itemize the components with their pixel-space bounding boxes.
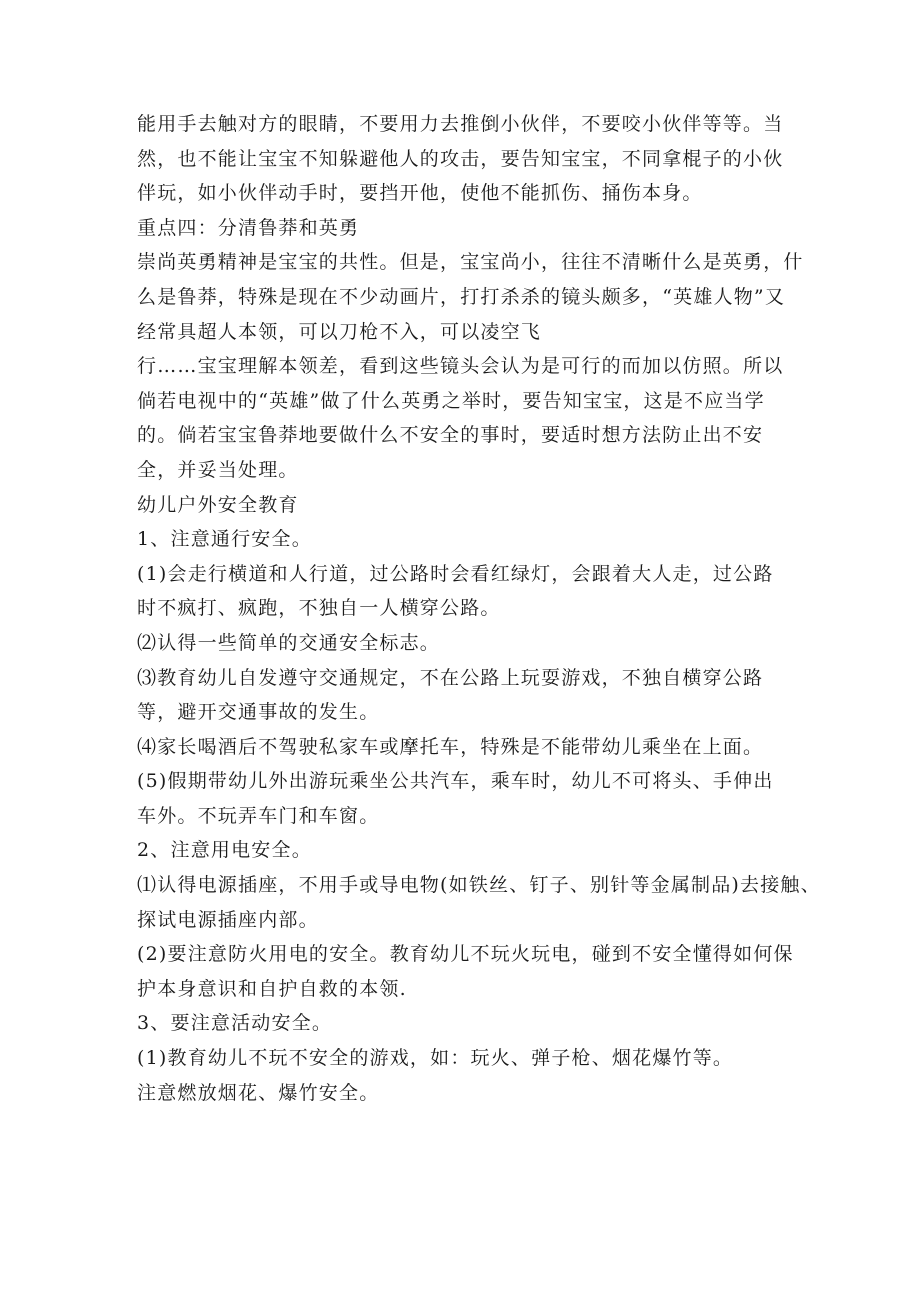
text-line: 么是鲁莽，特殊是现在不少动画片，打打杀杀的镜头颇多，“英雄人物”又 bbox=[137, 285, 786, 308]
list-item: (1)教育幼儿不玩不安全的游戏，如：玩火、弹子枪、烟花爆竹等。 bbox=[137, 1047, 734, 1070]
text-line: 行……宝宝理解本领差，看到这些镜头会认为是可行的而加以仿照。所以 bbox=[137, 355, 784, 378]
list-item: ⑵认得一些简单的交通安全标志。 bbox=[137, 631, 441, 654]
text-line: 经常具超人本领，可以刀枪不入，可以凌空飞 bbox=[137, 320, 542, 343]
list-item: (1)会走行横道和人行道，过公路时会看红绿灯，会跟着大人走，过公路 bbox=[137, 562, 774, 585]
subsection-heading: 3、要注意活动安全。 bbox=[137, 1012, 333, 1035]
text-line: 倘若电视中的“英雄”做了什么英勇之举时，要告知宝宝，这是不应当学 bbox=[137, 389, 765, 412]
text-line: 时不疯打、疯跑，不独自一人横穿公路。 bbox=[137, 597, 501, 620]
text-line: 然，也不能让宝宝不知躲避他人的攻击，要告知宝宝，不同拿棍子的小伙 bbox=[137, 147, 784, 170]
subsection-heading: 2、注意用电安全。 bbox=[137, 839, 312, 862]
subsection-heading: 1、注意通行安全。 bbox=[137, 528, 312, 551]
section-heading: 重点四：分清鲁莽和英勇 bbox=[137, 216, 360, 239]
text-line: 注意燃放烟花、爆竹安全。 bbox=[137, 1081, 380, 1104]
text-line: 车外。不玩弄车门和车窗。 bbox=[137, 804, 380, 827]
list-item: (5)假期带幼儿外出游玩乘坐公共汽车，乘车时，幼儿不可将头、手伸出 bbox=[137, 770, 774, 793]
text-line: 伴玩，如小伙伴动手时，要挡开他，使他不能抓伤、捅伤本身。 bbox=[137, 182, 703, 205]
text-line: 等，避开交通事故的发生。 bbox=[137, 701, 380, 724]
text-line: 能用手去触对方的眼睛，不要用力去推倒小伙伴，不要咬小伙伴等等。当 bbox=[137, 113, 784, 135]
document-body bbox=[137, 107, 821, 1110]
list-item: ⑷家长喝酒后不驾驶私家车或摩托车，特殊是不能带幼儿乘坐在上面。 bbox=[137, 735, 764, 758]
text-line: 崇尚英勇精神是宝宝的共性。但是，宝宝尚小，往往不清晰什么是英勇，什 bbox=[137, 251, 804, 274]
list-item: (2)要注意防火用电的安全。教育幼儿不玩火玩电，碰到不安全懂得如何保 bbox=[137, 943, 794, 966]
section-heading: 幼儿户外安全教育 bbox=[137, 493, 299, 516]
text-line: 探试电源插座内部。 bbox=[137, 908, 319, 931]
text-line: 护本身意识和自护自救的本领. bbox=[137, 977, 407, 1000]
list-item: ⑶教育幼儿自发遵守交通规定，不在公路上玩耍游戏，不独自横穿公路 bbox=[137, 666, 764, 689]
list-item: ⑴认得电源插座，不用手或导电物(如铁丝、钉子、别针等金属制品)去接触、 bbox=[137, 874, 821, 897]
text-line: 的。倘若宝宝鲁莽地要做什么不安全的事时，要适时想方法防止出不安 bbox=[137, 424, 764, 447]
text-line: 全，并妥当处理。 bbox=[137, 458, 299, 481]
